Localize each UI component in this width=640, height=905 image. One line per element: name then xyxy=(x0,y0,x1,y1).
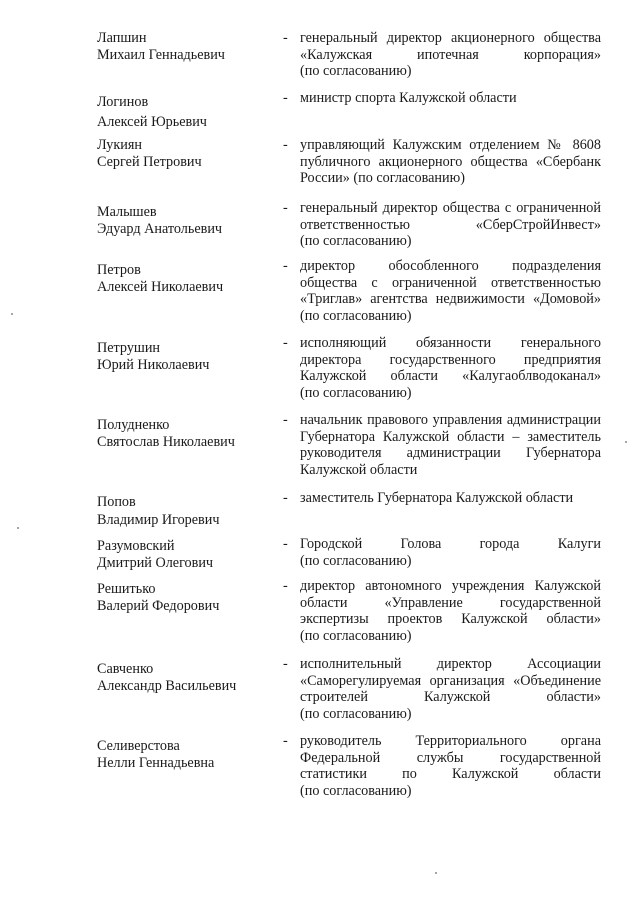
member-position xyxy=(300,258,601,324)
position-line: экспертизы проектов Калужской области» xyxy=(300,611,601,628)
member-surname: Лапшин xyxy=(97,30,147,46)
position-line: исполняющий обязанности генерального xyxy=(300,335,601,351)
list-dash: - xyxy=(283,733,288,749)
member-position xyxy=(300,30,601,80)
scan-speck xyxy=(435,872,437,874)
member-name xyxy=(97,137,277,170)
member-surname: Петров xyxy=(97,262,141,278)
member-name xyxy=(97,262,277,295)
member-given-name: Святослав Николаевич xyxy=(97,433,235,450)
member-name xyxy=(97,581,277,614)
member-given-name: Нелли Геннадьевна xyxy=(97,754,215,771)
list-dash: - xyxy=(283,335,288,351)
position-line: руководителя администрации Губернатора xyxy=(300,445,601,462)
position-line: строителей Калужской области» xyxy=(300,689,601,706)
position-line: Калужской области xyxy=(300,461,418,478)
member-position xyxy=(300,137,601,187)
member-position xyxy=(300,200,601,250)
member-given-name: Алексей Николаевич xyxy=(97,278,224,295)
member-name xyxy=(97,340,277,373)
list-dash: - xyxy=(283,656,288,672)
list-dash: - xyxy=(283,536,288,552)
position-line: заместитель Губернатора Калужской области xyxy=(300,490,574,506)
position-line: Федеральной службы государственной xyxy=(300,749,601,766)
member-given-name: Алексей Юрьевич xyxy=(97,113,207,130)
member-name xyxy=(97,494,277,528)
position-line: (по согласованию) xyxy=(300,627,412,644)
member-name xyxy=(97,738,277,771)
member-surname: Малышев xyxy=(97,204,157,220)
position-line: Калужской области «Калугаоблводоканал» xyxy=(300,368,601,385)
list-dash: - xyxy=(283,137,288,153)
position-line: России» (по согласованию) xyxy=(300,170,465,187)
member-position xyxy=(300,578,601,644)
member-position xyxy=(300,90,601,107)
member-given-name: Владимир Игоревич xyxy=(97,511,220,528)
position-line: статистики по Калужской области xyxy=(300,766,601,783)
position-line: «Саморегулируемая организация «Объединение xyxy=(300,672,601,689)
position-line: директора государственного предприятия xyxy=(300,351,601,368)
member-given-name: Юрий Николаевич xyxy=(97,356,210,373)
member-position xyxy=(300,733,601,799)
position-line: (по согласованию) xyxy=(300,63,412,80)
member-position xyxy=(300,656,601,722)
position-line: «Калужская ипотечная корпорация» xyxy=(300,46,601,63)
member-surname: Решитько xyxy=(97,581,156,597)
list-dash: - xyxy=(283,200,288,216)
member-given-name: Сергей Петрович xyxy=(97,153,202,170)
position-line: Городской Голова города Калуги xyxy=(300,536,601,552)
position-line: (по согласованию) xyxy=(300,307,412,324)
position-line: «Триглав» агентства недвижимости «Домовой» xyxy=(300,291,601,308)
position-line: общества с ограниченной ответственностью xyxy=(300,274,601,291)
member-surname: Селиверстова xyxy=(97,738,180,754)
list-dash: - xyxy=(283,412,288,428)
scan-speck xyxy=(625,441,627,443)
position-line: (по согласованию) xyxy=(300,782,412,799)
position-line: (по согласованию) xyxy=(300,384,412,401)
member-given-name: Александр Васильевич xyxy=(97,677,237,694)
member-name xyxy=(97,661,277,694)
member-name xyxy=(97,417,277,450)
position-line: (по согласованию) xyxy=(300,233,412,250)
list-dash: - xyxy=(283,578,288,594)
member-name xyxy=(97,30,277,63)
list-dash: - xyxy=(283,258,288,274)
list-dash: - xyxy=(283,490,288,506)
member-surname: Петрушин xyxy=(97,340,161,356)
position-line: Губернатора Калужской области – заместитель xyxy=(300,428,601,445)
scan-speck xyxy=(11,313,13,315)
position-line: исполнительный директор Ассоциации xyxy=(300,656,601,672)
list-dash: - xyxy=(283,30,288,46)
position-line: (по согласованию) xyxy=(300,705,412,722)
member-given-name: Михаил Геннадьевич xyxy=(97,46,225,63)
position-line: ответственностью «СберСтройИнвест» xyxy=(300,216,601,233)
member-surname: Логинов xyxy=(97,94,149,110)
member-position xyxy=(300,412,601,478)
member-surname: Попов xyxy=(97,494,136,510)
position-line: начальник правового управления администрации xyxy=(300,412,601,428)
member-given-name: Дмитрий Олегович xyxy=(97,554,214,571)
member-surname: Полудненко xyxy=(97,417,170,433)
member-position xyxy=(300,335,601,401)
position-line: управляющий Калужским отделением № 8608 xyxy=(300,137,601,153)
member-name xyxy=(97,204,277,237)
position-line: публичного акционерного общества «Сбербанк xyxy=(300,153,601,170)
position-line: области «Управление государственной xyxy=(300,594,601,611)
position-line: генеральный директор общества с ограниченной xyxy=(300,200,601,216)
position-line: директор автономного учреждения Калужской xyxy=(300,578,601,594)
list-dash: - xyxy=(283,90,288,106)
member-position xyxy=(300,536,601,569)
position-line: директор обособленного подразделения xyxy=(300,258,601,274)
member-given-name: Эдуард Анатольевич xyxy=(97,220,223,237)
member-position xyxy=(300,490,601,507)
position-line: (по согласованию) xyxy=(300,552,412,569)
member-name xyxy=(97,538,277,571)
member-surname: Разумовский xyxy=(97,538,175,554)
member-surname: Савченко xyxy=(97,661,154,677)
member-given-name: Валерий Федорович xyxy=(97,597,220,614)
member-name xyxy=(97,94,277,130)
position-line: руководитель Территориального органа xyxy=(300,733,601,749)
position-line: министр спорта Калужской области xyxy=(300,90,517,106)
position-line: генеральный директор акционерного общества xyxy=(300,30,601,46)
scan-speck xyxy=(17,527,19,529)
member-surname: Лукиян xyxy=(97,137,142,153)
